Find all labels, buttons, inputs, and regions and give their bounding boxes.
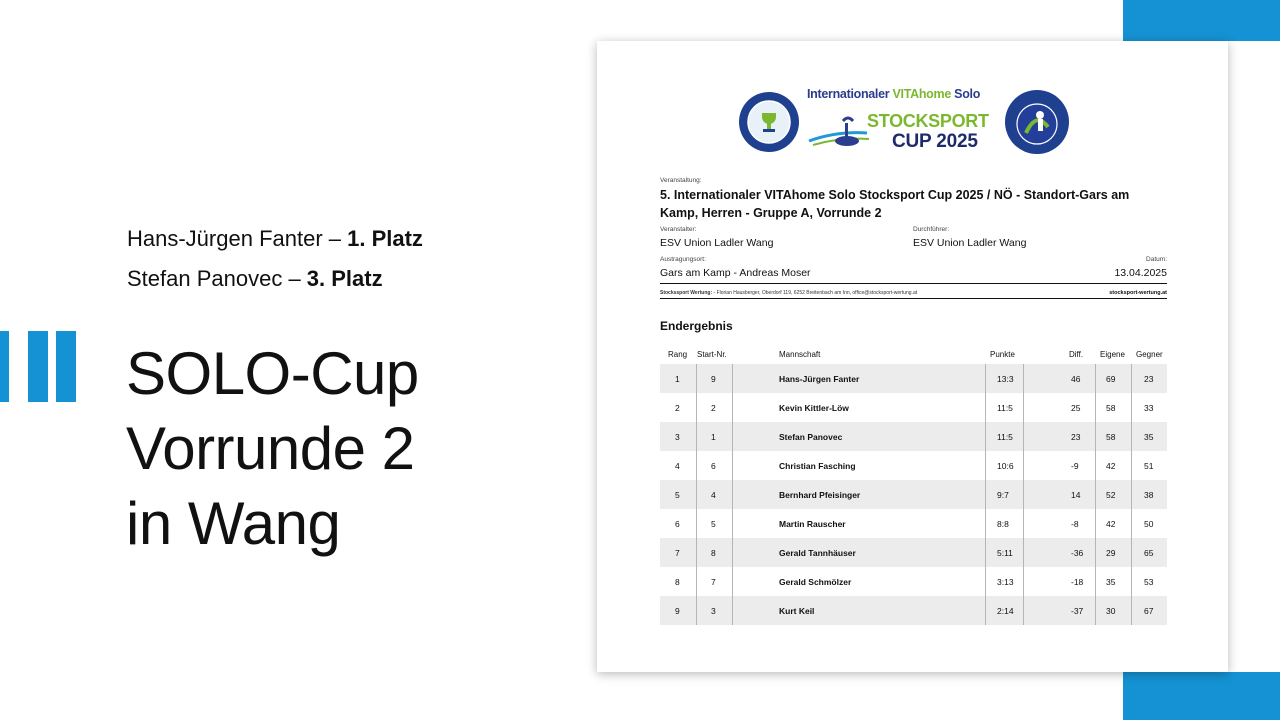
winner-row — [127, 219, 423, 259]
cell-gegner: 65 — [1144, 548, 1154, 558]
cell-start: 1 — [711, 432, 716, 442]
cell-eigene: 42 — [1106, 461, 1116, 471]
winner-name: Hans-Jürgen Fanter – — [127, 226, 348, 251]
section-title: Endergebnis — [660, 319, 733, 333]
results-table — [660, 344, 1167, 625]
winner-place: 1. Platz — [347, 226, 423, 251]
datum-value: 13.04.2025 — [1114, 267, 1167, 279]
results-document — [597, 41, 1228, 672]
cell-start: 2 — [711, 403, 716, 413]
cup-banner — [803, 85, 999, 157]
cup-seal-logo — [738, 91, 800, 153]
title-line: Vorrunde 2 — [126, 415, 415, 482]
cell-eigene: 58 — [1106, 403, 1116, 413]
veranstaltung-label: Veranstaltung: — [660, 177, 702, 184]
table-row — [660, 567, 1167, 596]
cell-start: 5 — [711, 519, 716, 529]
cell-name: Christian Fasching — [779, 461, 856, 471]
cell-diff: 25 — [1071, 403, 1081, 413]
accent-strip-top — [1123, 0, 1280, 41]
durchfuehrer-value: ESV Union Ladler Wang — [913, 237, 1027, 249]
cell-name: Bernhard Pfeisinger — [779, 490, 861, 500]
col-mannschaft: Mannschaft — [779, 350, 821, 359]
banner-line-1: Internationaler VITAhome Solo — [807, 87, 981, 101]
cell-start: 3 — [711, 606, 716, 616]
cell-rang: 7 — [675, 548, 680, 558]
col-punkte: Punkte — [990, 350, 1015, 359]
column-divider — [1023, 364, 1024, 625]
cell-gegner: 67 — [1144, 606, 1154, 616]
table-row — [660, 393, 1167, 422]
cell-start: 4 — [711, 490, 716, 500]
cell-diff: 46 — [1071, 374, 1081, 384]
cell-name: Martin Rauscher — [779, 519, 846, 529]
austragungsort-value: Gars am Kamp - Andreas Moser — [660, 267, 811, 279]
winner-place: 3. Platz — [306, 266, 383, 291]
column-divider — [1095, 364, 1096, 625]
cell-name: Kurt Keil — [779, 606, 815, 616]
table-header — [660, 344, 1167, 364]
cell-eigene: 52 — [1106, 490, 1116, 500]
cell-diff: -37 — [1071, 606, 1084, 616]
cell-start: 8 — [711, 548, 716, 558]
accent-strip-bottom — [1123, 672, 1280, 720]
cell-name: Kevin Kittler-Löw — [779, 403, 849, 413]
title-line: SOLO-Cup — [126, 340, 419, 407]
column-divider — [1131, 364, 1132, 625]
cell-punkte: 2:14 — [997, 606, 1014, 616]
banner-line-3: CUP 2025 — [892, 131, 978, 152]
banner-line-2: STOCKSPORT — [867, 111, 989, 131]
cell-rang: 5 — [675, 490, 680, 500]
cell-eigene: 69 — [1106, 374, 1116, 384]
cell-punkte: 9:7 — [997, 490, 1009, 500]
cell-punkte: 13:3 — [997, 374, 1014, 384]
cell-start: 9 — [711, 374, 716, 384]
cell-rang: 4 — [675, 461, 680, 471]
cell-gegner: 23 — [1144, 374, 1154, 384]
cell-gegner: 51 — [1144, 461, 1154, 471]
cell-gegner: 50 — [1144, 519, 1154, 529]
col-gegner: Gegner — [1136, 350, 1163, 359]
cell-gegner: 33 — [1144, 403, 1154, 413]
cell-diff: 14 — [1071, 490, 1081, 500]
cell-gegner: 35 — [1144, 432, 1154, 442]
table-row — [660, 509, 1167, 538]
header-rule — [660, 283, 1167, 284]
table-row — [660, 422, 1167, 451]
curler-icon — [807, 107, 871, 151]
table-row — [660, 538, 1167, 567]
cell-diff: 23 — [1071, 432, 1081, 442]
cell-punkte: 8:8 — [997, 519, 1009, 529]
col-diff: Diff. — [1069, 350, 1084, 359]
veranstalter-value: ESV Union Ladler Wang — [660, 237, 774, 249]
club-logo — [1004, 89, 1070, 155]
col-rang: Rang — [668, 350, 688, 359]
title-line: in Wang — [126, 490, 341, 557]
cell-rang: 9 — [675, 606, 680, 616]
cell-eigene: 29 — [1106, 548, 1116, 558]
cell-start: 6 — [711, 461, 716, 471]
durchfuehrer-label: Durchführer: — [913, 226, 950, 233]
cell-name: Hans-Jürgen Fanter — [779, 374, 860, 384]
cell-name: Gerald Tannhäuser — [779, 548, 856, 558]
cell-gegner: 38 — [1144, 490, 1154, 500]
cell-name: Stefan Panovec — [779, 432, 843, 442]
cell-eigene: 30 — [1106, 606, 1116, 616]
footer-credit: Stockssport Wertung: - Florian Hausberger, Oberdorf 119, 6252 Breitenbach am Inn, office@stocksport-wertung.at — [660, 290, 918, 296]
cell-diff: -18 — [1071, 577, 1084, 587]
table-row — [660, 451, 1167, 480]
event-title: 5. Internationaler VITAhome Solo Stocksport Cup 2025 / NÖ - Standort-Gars am Kamp, Herren - Gruppe A, Vorrunde 2 — [660, 188, 1130, 220]
column-divider — [985, 364, 986, 625]
cell-diff: -8 — [1071, 519, 1079, 529]
cell-punkte: 3:13 — [997, 577, 1014, 587]
cell-punkte: 5:11 — [997, 548, 1013, 558]
decorative-bars — [0, 331, 80, 402]
cell-eigene: 58 — [1106, 432, 1116, 442]
table-row — [660, 364, 1167, 393]
winners-list — [127, 219, 423, 299]
cell-name: Gerald Schmölzer — [779, 577, 852, 587]
bar-3 — [56, 331, 76, 402]
cell-rang: 3 — [675, 432, 680, 442]
winner-name: Stefan Panovec – — [127, 266, 307, 291]
cell-rang: 6 — [675, 519, 680, 529]
cell-punkte: 11:5 — [997, 403, 1013, 413]
cell-eigene: 35 — [1106, 577, 1116, 587]
col-start-nr: Start-Nr. — [697, 350, 727, 359]
cell-punkte: 11:5 — [997, 432, 1013, 442]
table-body — [660, 364, 1167, 625]
cell-rang: 1 — [675, 374, 680, 384]
winner-row — [127, 259, 423, 299]
cell-start: 7 — [711, 577, 716, 587]
cell-rang: 2 — [675, 403, 680, 413]
column-divider — [732, 364, 733, 625]
cell-punkte: 10:6 — [997, 461, 1014, 471]
table-row — [660, 596, 1167, 625]
veranstalter-label: Veranstalter: — [660, 226, 697, 233]
footer-website: stocksport-wertung.at — [1109, 290, 1167, 296]
cell-rang: 8 — [675, 577, 680, 587]
austragungsort-label: Austragungsort: — [660, 256, 706, 263]
bar-1 — [0, 331, 9, 402]
bar-2 — [28, 331, 48, 402]
cell-eigene: 42 — [1106, 519, 1116, 529]
cell-gegner: 53 — [1144, 577, 1154, 587]
footer-rule — [660, 298, 1167, 299]
datum-label: Datum: — [1146, 256, 1167, 263]
cell-diff: -36 — [1071, 548, 1084, 558]
slide-title — [126, 336, 419, 561]
column-divider — [696, 364, 697, 625]
cell-diff: -9 — [1071, 461, 1079, 471]
table-row — [660, 480, 1167, 509]
col-eigene: Eigene — [1100, 350, 1125, 359]
